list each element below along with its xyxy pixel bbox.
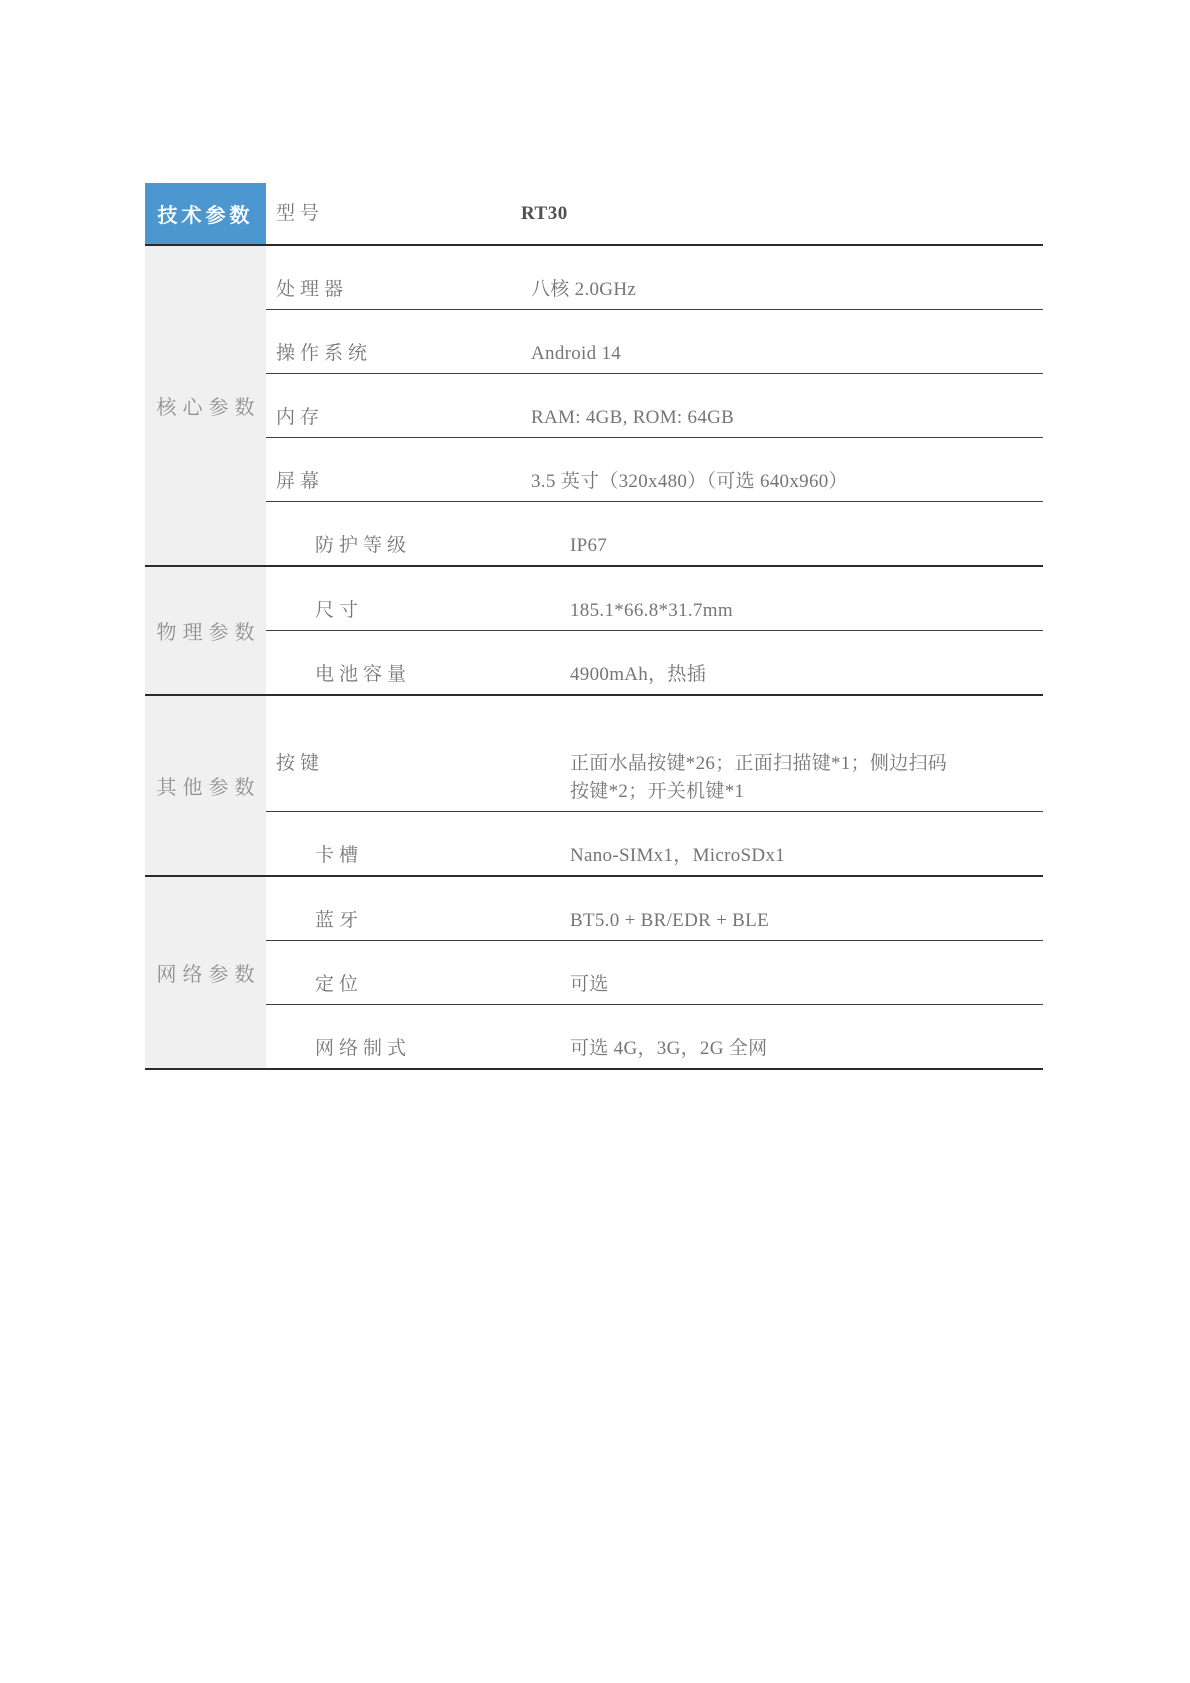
spec-row-value: Nano-SIMx1，MicroSDx1 (570, 845, 785, 866)
spec-row-value: Android 14 (531, 343, 622, 364)
spec-row-label: 操作系统 (276, 343, 373, 364)
spec-table-header (145, 183, 1043, 246)
spec-row (266, 502, 1043, 565)
section-rows (266, 567, 1043, 694)
spec-row-label: 蓝牙 (315, 910, 364, 931)
spec-row-value: 185.1*66.8*31.7mm (570, 600, 733, 621)
spec-row-value: 正面水晶按键*26；正面扫描键*1；侧边扫码按键*2；开关机键*1 (570, 753, 948, 802)
section-side-cell (145, 877, 266, 1068)
spec-row-label: 防护等级 (315, 535, 412, 556)
spec-row-value: 3.5 英寸（320x480）（可选 640x960） (531, 471, 848, 492)
technical-params-badge: 技术参数 (145, 183, 266, 244)
section-label: 物理参数 (156, 622, 261, 644)
spec-table (145, 183, 1043, 1070)
spec-row-label: 卡槽 (315, 845, 364, 866)
spec-section (145, 696, 1043, 877)
spec-row-value: 八核 2.0GHz (531, 279, 637, 300)
spec-row (266, 877, 1043, 941)
spec-section (145, 567, 1043, 696)
spec-row (266, 696, 1043, 812)
spec-sections (145, 246, 1043, 1070)
spec-row-label: 定位 (315, 974, 364, 995)
section-label: 网络参数 (156, 964, 261, 986)
model-row-value: RT30 (521, 202, 568, 224)
spec-row (266, 246, 1043, 310)
spec-row (266, 631, 1043, 694)
spec-row (266, 374, 1043, 438)
section-rows (266, 696, 1043, 875)
spec-section (145, 246, 1043, 567)
spec-row-label: 尺寸 (315, 600, 364, 621)
spec-row-label: 屏幕 (276, 471, 325, 492)
section-side-cell (145, 246, 266, 565)
spec-row (266, 941, 1043, 1005)
section-label: 其他参数 (156, 777, 261, 799)
model-row-label: 型号 (276, 202, 325, 224)
spec-row-value: 4900mAh，热插 (570, 664, 707, 685)
spec-row-label: 电池容量 (315, 664, 412, 685)
spec-row-value: BT5.0 + BR/EDR + BLE (570, 910, 769, 931)
spec-row-label: 网络制式 (315, 1038, 412, 1059)
spec-row-value: 可选 (570, 974, 609, 995)
section-rows (266, 246, 1043, 565)
spec-row (266, 310, 1043, 374)
spec-row-value: IP67 (570, 535, 608, 556)
spec-row-label: 内存 (276, 407, 325, 428)
spec-row (266, 1005, 1043, 1068)
section-rows (266, 877, 1043, 1068)
section-side-cell (145, 696, 266, 875)
section-label: 核心参数 (156, 397, 261, 419)
model-row (266, 183, 1043, 244)
spec-section (145, 877, 1043, 1070)
spec-row-label: 按键 (276, 753, 325, 774)
spec-row-value: 可选 4G，3G，2G 全网 (570, 1038, 768, 1059)
spec-row (266, 438, 1043, 502)
spec-row (266, 567, 1043, 631)
spec-row-label: 处理器 (276, 279, 349, 300)
section-side-cell (145, 567, 266, 694)
spec-row-value: RAM: 4GB, ROM: 64GB (531, 407, 735, 428)
spec-row (266, 812, 1043, 875)
